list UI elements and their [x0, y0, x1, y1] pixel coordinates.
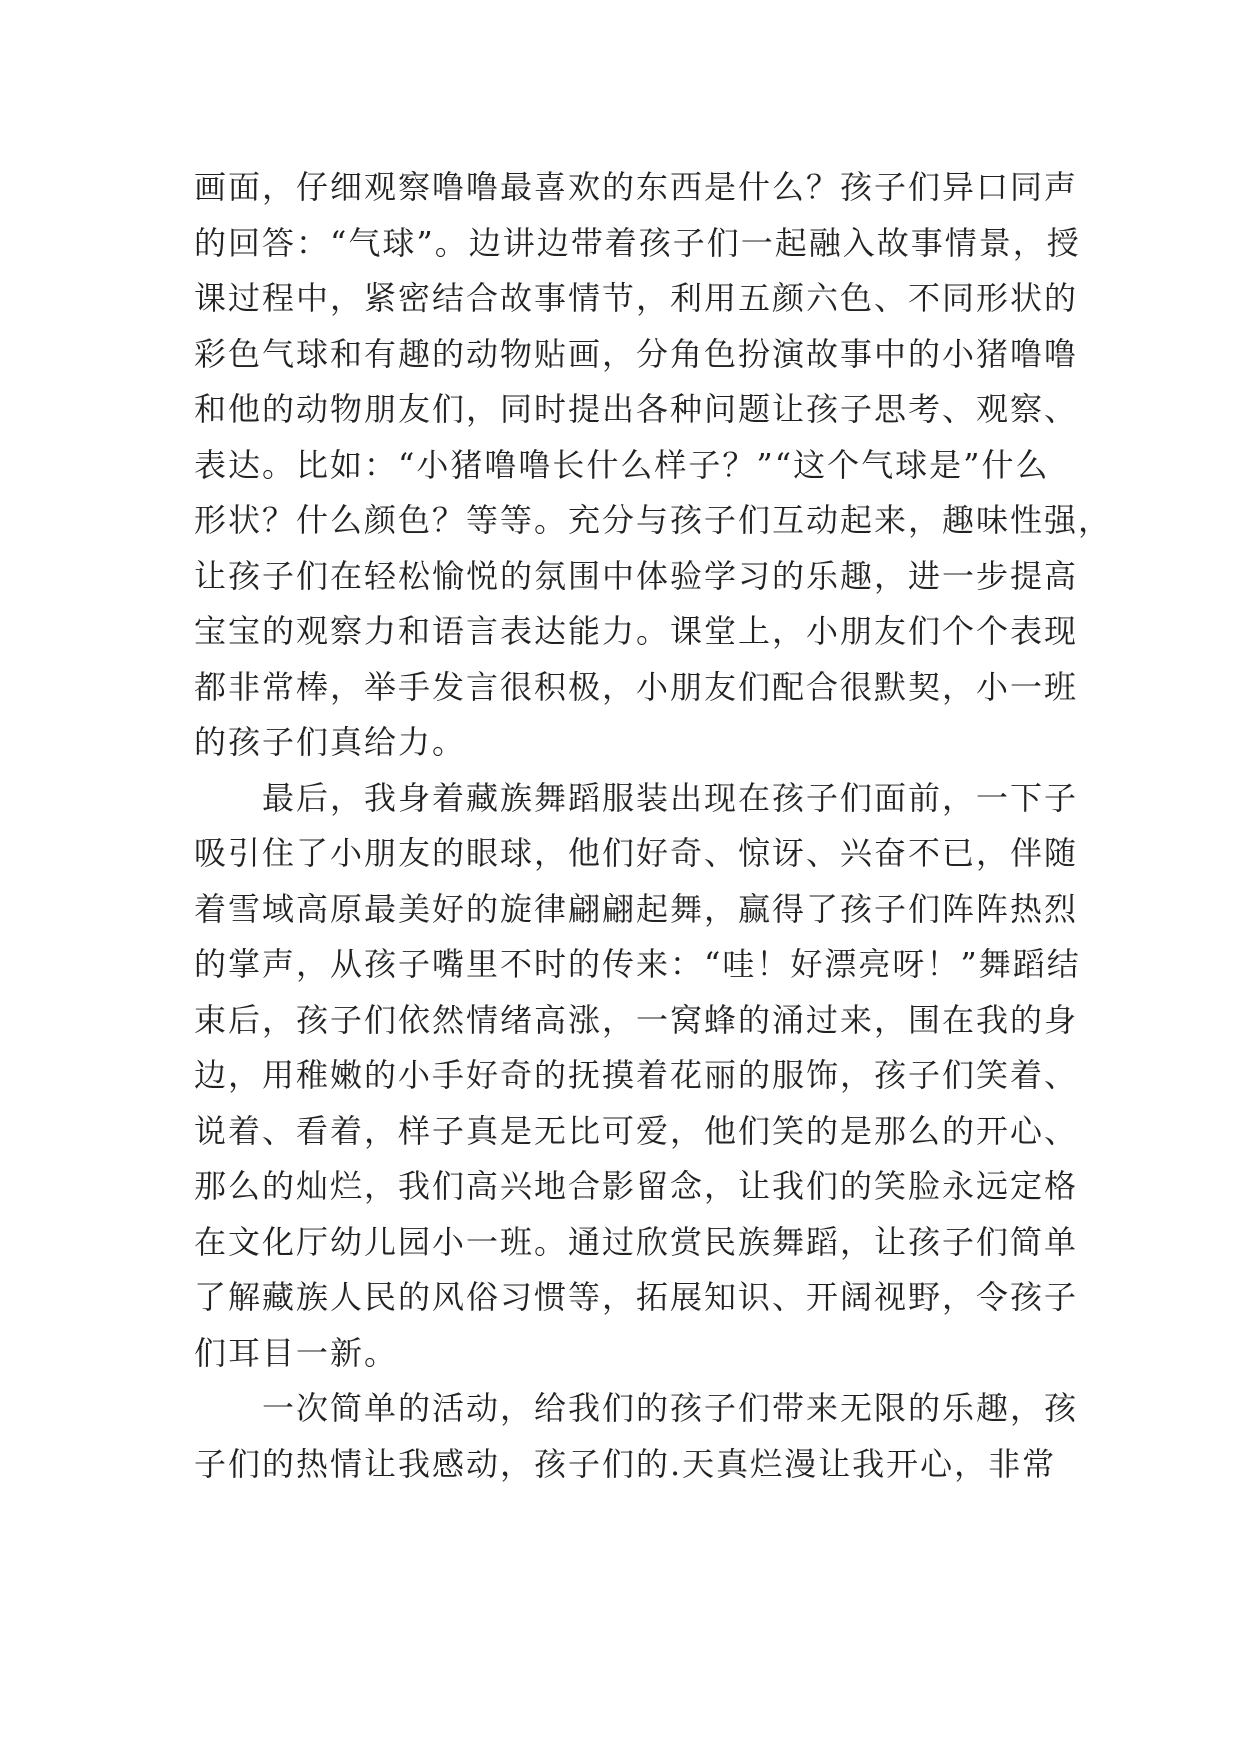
document-body	[194, 160, 1113, 1492]
text-line: 课过程中，紧密结合故事情节，利用五颜六色、不同形状的	[194, 279, 1079, 317]
text-line: 的孩子们真给力。	[194, 723, 467, 761]
text-line: 边，用稚嫩的小手好奇的抚摸着花丽的服饰，孩子们笑着、	[194, 1056, 1079, 1094]
text-line: 表达。比如：“小猪噜噜长什么样子？”“这个气球是”什么	[194, 445, 1050, 484]
text-line: 形状？什么颜色？等等。充分与孩子们互动起来，趣味性强，	[194, 501, 1113, 539]
text-line: 们耳目一新。	[194, 1333, 399, 1372]
paragraph-3	[194, 1381, 1079, 1492]
text-line: 那么的灿烂，我们高兴地合影留念，让我们的笑脸永远定格	[194, 1167, 1079, 1205]
text-line: 了解藏族人民的风俗习惯等，拓展知识、开阔视野，令孩子	[194, 1278, 1079, 1316]
text-line: 子们的热情让我感动，孩子们的.天真烂漫让我开心，非常	[194, 1444, 1057, 1483]
text-line: 让孩子们在轻松愉悦的氛围中体验学习的乐趣，进一步提高	[194, 556, 1079, 595]
text-line: 说着、看着，样子真是无比可爱，他们笑的是那么的开心、	[194, 1111, 1079, 1150]
text-line: 一次简单的活动，给我们的孩子们带来无限的乐趣，孩	[262, 1389, 1079, 1427]
text-line: 最后，我身着藏族舞蹈服装出现在孩子们面前，一下子	[262, 778, 1079, 817]
paragraph-2	[194, 771, 1081, 1382]
text-line: 都非常棒，举手发言很积极，小朋友们配合很默契，小一班	[194, 667, 1079, 706]
text-line: 的掌声，从孩子嘴里不时的传来：“哇！好漂亮呀！”舞蹈结	[194, 945, 1081, 983]
text-line: 着雪域高原最美好的旋律翩翩起舞，赢得了孩子们阵阵热烈	[194, 889, 1079, 928]
text-line: 束后，孩子们依然情绪高涨，一窝蜂的涌过来，围在我的身	[194, 1000, 1079, 1039]
text-line: 和他的动物朋友们，同时提出各种问题让孩子思考、观察、	[194, 390, 1079, 428]
text-line: 的回答：“气球”。边讲边带着孩子们一起融入故事情景，授	[194, 223, 1081, 262]
paragraph-1	[194, 160, 1113, 771]
text-line: 画面，仔细观察噜噜最喜欢的东西是什么？孩子们异口同声	[194, 168, 1079, 206]
text-line: 在文化厅幼儿园小一班。通过欣赏民族舞蹈，让孩子们简单	[194, 1222, 1079, 1261]
text-line: 彩色气球和有趣的动物贴画，分角色扮演故事中的小猪噜噜	[194, 334, 1079, 373]
text-line: 宝宝的观察力和语言表达能力。课堂上，小朋友们个个表现	[194, 612, 1079, 650]
text-line: 吸引住了小朋友的眼球，他们好奇、惊讶、兴奋不已，伴随	[194, 834, 1079, 872]
